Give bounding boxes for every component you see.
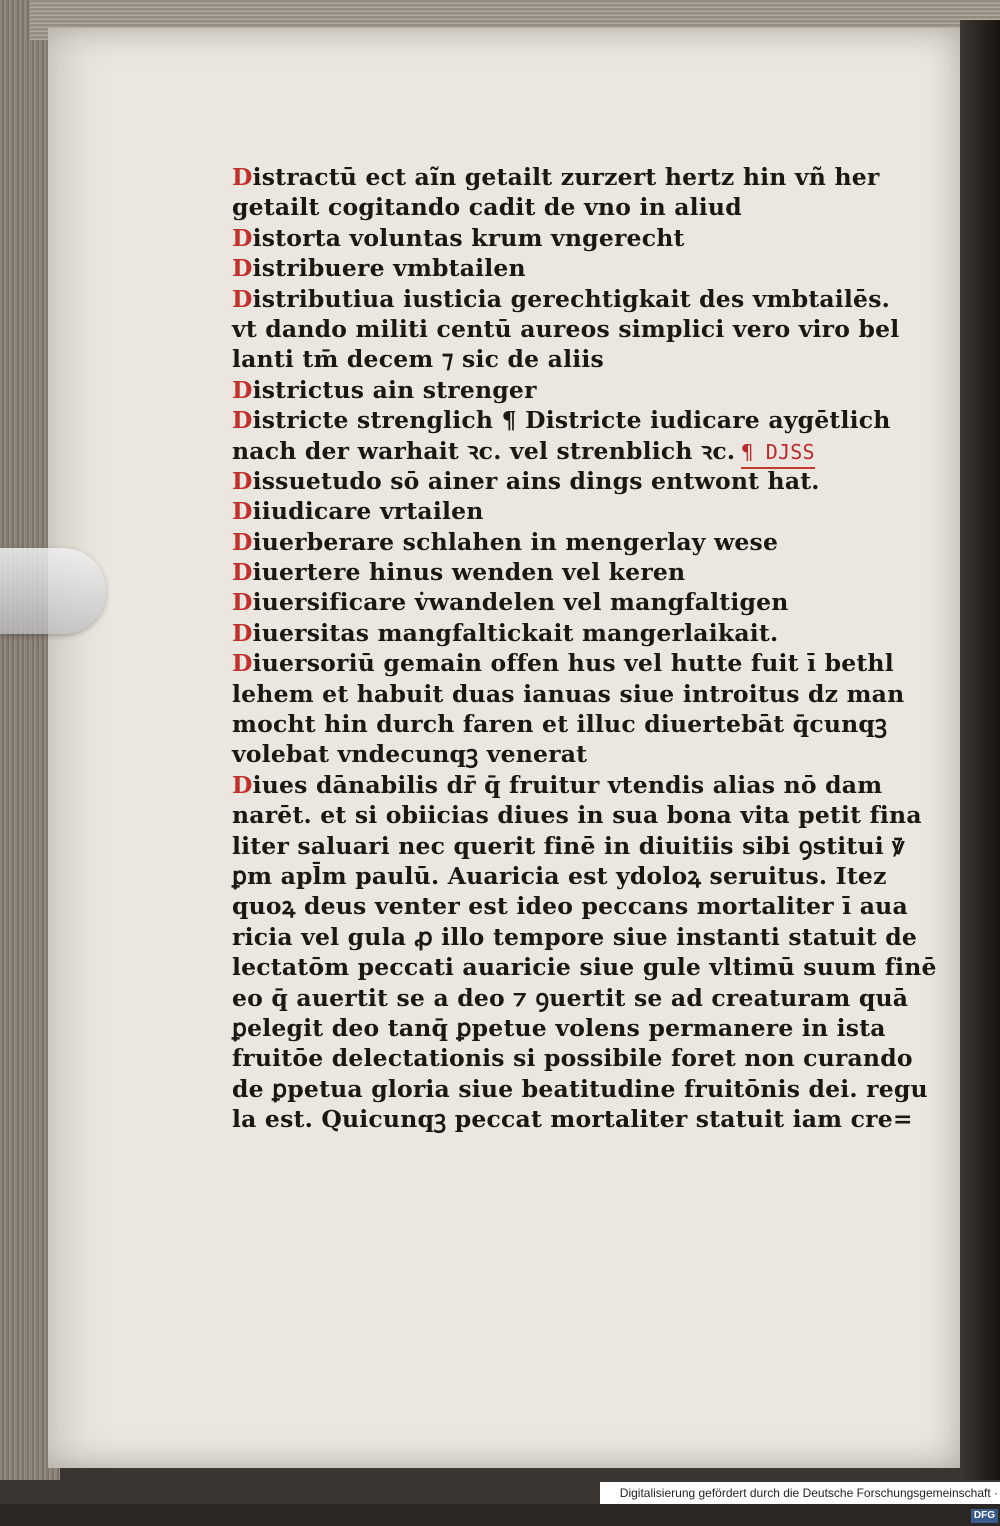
- rubricated-initial: D: [232, 770, 253, 799]
- page-clip: [0, 548, 106, 634]
- text-line: [232, 405, 891, 435]
- text-line: [232, 436, 882, 466]
- line-text: getailt cogitando cadit de vno in aliud: [232, 193, 742, 222]
- text-line: [232, 314, 900, 344]
- text-line: [232, 648, 894, 678]
- line-text: ꝑm apl̄m paulū. Auaricia est ydoloꝝ seruitus. Itez: [232, 861, 887, 890]
- text-line: [232, 739, 882, 769]
- line-text: ricia vel gula ꝓ illo tempore siue instanti statuit de: [232, 922, 917, 951]
- text-line: [232, 466, 882, 496]
- line-text: narēt. et si obiicias diues in sua bona vita petit fina: [232, 801, 922, 830]
- rubricated-initial: D: [232, 254, 253, 283]
- line-text: issuetudo sō ainer ains dings entwont hat.: [252, 466, 820, 495]
- dfg-logo: DFG: [971, 1509, 998, 1523]
- line-text: iuertere hinus wenden vel keren: [252, 558, 686, 587]
- line-text: iuerberare schlahen in mengerlay wese: [252, 527, 779, 556]
- rubricated-initial: D: [232, 527, 253, 556]
- line-text: lanti tm̄ decem ⁊ sic de aliis: [232, 345, 604, 374]
- line-text: la est. Quicunqꝫ peccat mortaliter statuit iam cre=: [232, 1105, 913, 1134]
- line-text: istricte strenglich ¶ Districte iudicare aygētlich: [252, 406, 891, 435]
- rubricated-initial: D: [232, 375, 253, 404]
- line-text: de ꝑpetua gloria siue beatitudine fruitōnis dei. regu: [232, 1074, 928, 1103]
- line-text: lehem et habuit duas ianuas siue introitus dz man: [232, 679, 905, 708]
- rubricated-initial: D: [232, 406, 253, 435]
- text-line: [232, 709, 888, 739]
- text-line: [232, 1013, 886, 1043]
- line-text: volebat vndecunqꝫ venerat: [232, 740, 588, 769]
- text-line: [232, 770, 882, 800]
- line-text: istrictus ain strenger: [252, 375, 537, 404]
- rubricated-initial: D: [232, 649, 253, 678]
- text-line: [232, 253, 882, 283]
- book-right-edge: [960, 20, 1000, 1480]
- text-line: [232, 800, 922, 830]
- text-line: [232, 1043, 913, 1073]
- line-text: iiudicare vrtailen: [252, 497, 484, 526]
- line-text: iues dānabilis dr̄ q̄ fruitur vtendis alias nō dam: [252, 770, 883, 799]
- text-line: [232, 527, 882, 557]
- printed-text-block: [232, 162, 937, 1135]
- text-line: [232, 162, 882, 192]
- line-text: eo q̄ auertit se a deo ⁊ ꝯuertit se ad creaturam quā: [232, 983, 909, 1012]
- line-text: vt dando militi centū aureos simplici vero viro bel: [232, 314, 900, 343]
- text-line: [232, 983, 909, 1013]
- text-line: [232, 192, 882, 222]
- text-line: [232, 557, 882, 587]
- text-line: [232, 679, 905, 709]
- rubricated-initial: D: [232, 497, 253, 526]
- text-line: [232, 1074, 928, 1104]
- line-text: nach der warhait ꝛc. vel strenblich ꝛc.: [232, 436, 736, 465]
- line-text: quoꝝ deus venter est ideo peccans mortaliter ī aua: [232, 892, 908, 921]
- rubricated-initial: D: [232, 618, 253, 647]
- line-text: mocht hin durch faren et illuc diuertebāt q̄cunqꝫ: [232, 710, 888, 739]
- text-line: [232, 922, 917, 952]
- text-line: [232, 831, 905, 861]
- line-text: istractū ect aĩn getailt zurzert hertz hin vñ her: [252, 163, 880, 191]
- text-line: [232, 344, 882, 374]
- text-line: [232, 223, 882, 253]
- text-line: [232, 618, 882, 648]
- text-line: [232, 375, 882, 405]
- line-text: istorta voluntas krum vngerecht: [252, 223, 685, 252]
- footer-text: Digitalisierung gefördert durch die Deutsche Forschungsgemeinschaft ·: [619, 1486, 998, 1500]
- rubricated-initial: D: [232, 588, 253, 617]
- rubricated-initial: D: [232, 558, 253, 587]
- footer-credit: [600, 1482, 1000, 1521]
- line-text: istributiua iusticia gerechtigkait des vmbtailēs.: [252, 284, 891, 313]
- line-text: fruitōe delectationis si possibile foret non curando: [232, 1044, 913, 1073]
- rubricated-initial: D: [232, 163, 253, 191]
- text-line: [232, 861, 887, 891]
- text-line: [232, 1104, 913, 1134]
- text-line: [232, 496, 882, 526]
- marginal-gloss: ¶ DJSS: [741, 437, 814, 469]
- line-text: iuersificare v̇wandelen vel mangfaltigen: [252, 588, 789, 617]
- line-text: iuersitas mangfaltickait mangerlaikait.: [252, 618, 779, 647]
- rubricated-initial: D: [232, 466, 253, 495]
- line-text: liter saluari nec querit finē in diuitiis sibi ꝯstitui ꝟ̄: [232, 831, 905, 860]
- rubricated-initial: D: [232, 284, 253, 313]
- text-line: [232, 891, 908, 921]
- text-line: [232, 587, 882, 617]
- text-line: [232, 284, 891, 314]
- line-text: iuersoriū gemain offen hus vel hutte fuit ī bethl: [252, 649, 894, 678]
- line-text: ꝑelegit deo tanq̄ ꝑpetue volens permanere in ista: [232, 1013, 886, 1042]
- line-text: istribuere vmbtailen: [252, 254, 526, 283]
- text-line: [232, 952, 937, 982]
- rubricated-initial: D: [232, 223, 253, 252]
- line-text: lectatōm peccati auaricie siue gule vltimū suum finē: [232, 953, 937, 982]
